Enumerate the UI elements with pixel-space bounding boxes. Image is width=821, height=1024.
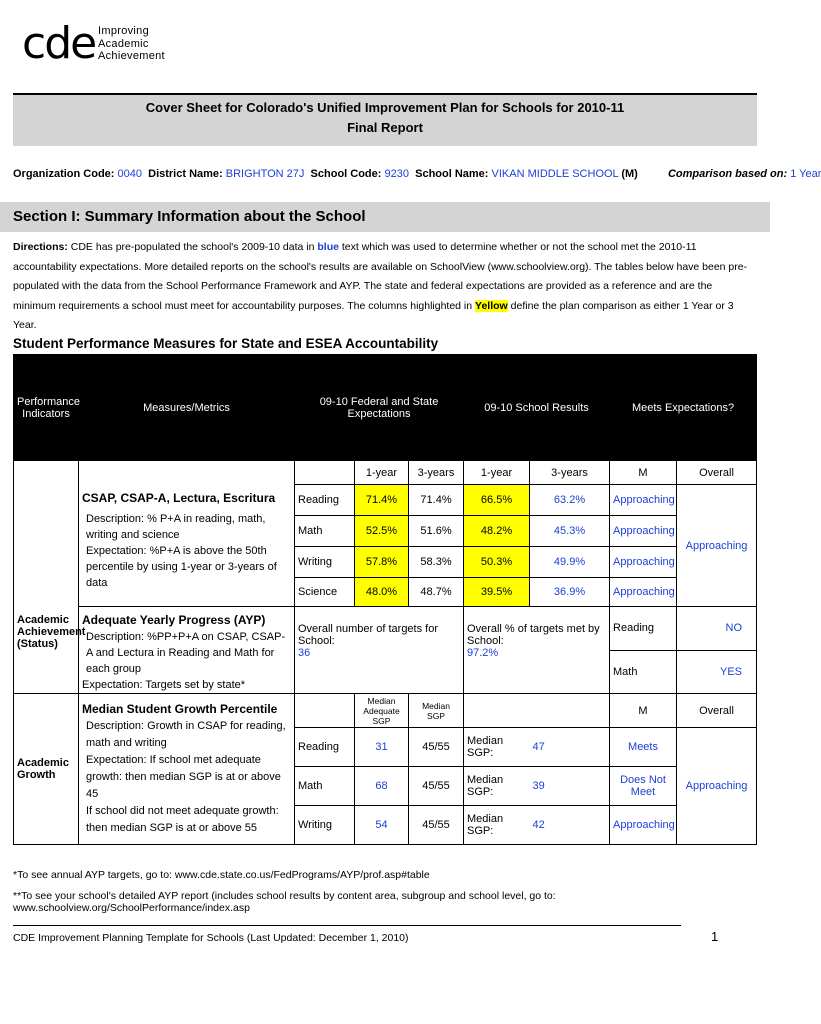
indicator-achievement: Academic Achievement (Status) — [14, 461, 79, 694]
ayp-row: Adequate Yearly Progress (AYP) Description: %PP+P+A on CSAP, CSAP-A and Lectura in Reading and Math for each group Expectation: Targets set by state* Overall number of targets for School: 36 Overall % of targets met by School: 97.2% Reading NO — [14, 607, 757, 651]
ayp-measure: Adequate Yearly Progress (AYP) Description: %PP+P+A on CSAP, CSAP-A and Lectura in Reading and Math for each group Expectation: Targets set by state* — [79, 607, 295, 694]
table-row: Science 48.0% 48.7% 39.5% 36.9% Approaching — [14, 578, 757, 607]
header-expectations: 09-10 Federal and State Expectations — [295, 355, 464, 461]
table-row: Writing 54 45/55 Median SGP: 42 Approaching — [14, 806, 757, 845]
ayp-row: Math YES — [14, 650, 757, 694]
header-performance-indicators: Performance Indicators — [14, 355, 79, 461]
achievement-overall: Approaching — [677, 485, 757, 607]
org-code: 0040 — [117, 168, 142, 180]
table-row: Math 52.5% 51.6% 48.2% 45.3% Approaching — [14, 516, 757, 547]
ayp-targets-met: Overall % of targets met by School: 97.2% — [464, 607, 610, 694]
school-name: VIKAN MIDDLE SCHOOL — [491, 168, 619, 180]
indicator-growth: Academic Growth — [14, 694, 79, 845]
footnote-ayp-report: **To see your school's detailed AYP report (includes school results by content area, subgroup and school level, go to: www.schoolview.org/SchoolPerformance/index.asp — [13, 890, 556, 914]
comparison-value: 1 Year — [790, 168, 821, 180]
school-level: (M) — [621, 168, 638, 180]
header-measures: Measures/Metrics — [79, 355, 295, 461]
growth-overall: Approaching — [677, 728, 757, 845]
section-header: Section I: Summary Information about the School — [0, 202, 770, 232]
district-name: BRIGHTON 27J — [225, 168, 305, 180]
page-number: 1 — [711, 929, 719, 944]
table-row: Reading 71.4% 71.4% 66.5% 63.2% Approaching Approaching — [14, 485, 757, 516]
table-title: Student Performance Measures for State and ESEA Accountability — [13, 336, 439, 351]
organization-info: Organization Code: 0040 District Name: BRIGHTON 27J School Code: 9230 School Name: VIKAN MIDDLE SCHOOL (M) Comparison based on: 1 Year — [13, 168, 821, 180]
table-header-row — [14, 355, 757, 461]
table-row: Writing 57.8% 58.3% 50.3% 49.9% Approaching — [14, 547, 757, 578]
performance-table — [13, 354, 757, 845]
footnote-ayp-targets: *To see annual AYP targets, go to: www.cde.state.co.us/FedPrograms/AYP/prof.asp#table — [13, 869, 430, 881]
footer-text: CDE Improvement Planning Template for Schools (Last Updated: December 1, 2010) — [13, 932, 409, 944]
logo-tagline: Improving Academic Achievement — [98, 25, 165, 62]
header-meets: Meets Expectations? — [610, 355, 757, 461]
subheader-row: Academic Achievement (Status) CSAP, CSAP-A, Lectura, Escritura Description: % P+A in reading, math, writing and science Expectation: %P+A is above the 50th percentile by using 1-year or 3-years of data 1-year 3-years 1-year 3-years M Overall — [14, 461, 757, 485]
header-results: 09-10 School Results — [464, 355, 610, 461]
page-title: Cover Sheet for Colorado's Unified Improvement Plan for Schools for 2010-11 Final Report — [13, 93, 757, 146]
growth-header-row: Academic Growth Median Student Growth Percentile Description: Growth in CSAP for reading, math and writing Expectation: If school met adequate growth: then median SGP is at or above 45 If school did not meet adequate growth: then median SGP is at or above 55 Median Adequate SGP Median SGP M Overall — [14, 694, 757, 728]
logo-mark: cde — [22, 18, 96, 69]
growth-measure: Median Student Growth Percentile Description: Growth in CSAP for reading, math and writing Expectation: If school met adequate growth: then median SGP is at or above 45 If school did not meet adequate growth: then median SGP is at or above 55 — [79, 694, 295, 845]
table-row: Reading 31 45/55 Median SGP: 47 Meets Approaching — [14, 728, 757, 767]
school-code: 9230 — [384, 168, 409, 180]
ayp-targets: Overall number of targets for School: 36 — [295, 607, 464, 694]
table-row: Math 68 45/55 Median SGP: 39 Does Not Meet — [14, 767, 757, 806]
csap-measure: CSAP, CSAP-A, Lectura, Escritura Description: % P+A in reading, math, writing and science Expectation: %P+A is above the 50th percentile by using 1-year or 3-years of data — [79, 461, 295, 607]
directions: Directions: CDE has pre-populated the school's 2009-10 data in blue text which was used to determine whether or not the school met the 2010-11 accountability expectations. More detailed reports on the school's results are available on SchoolView (www.schoolview.org). The tables below have been pre-populated with the data from the School Performance Framework and AYP. The state and federal expectations are provided as a reference and are the minimum requirements a school must meet for accountability purposes. The columns highlighted in Yellow define the plan comparison as either 1 Year or 3 Year. — [13, 241, 748, 331]
footer-divider — [13, 925, 681, 926]
